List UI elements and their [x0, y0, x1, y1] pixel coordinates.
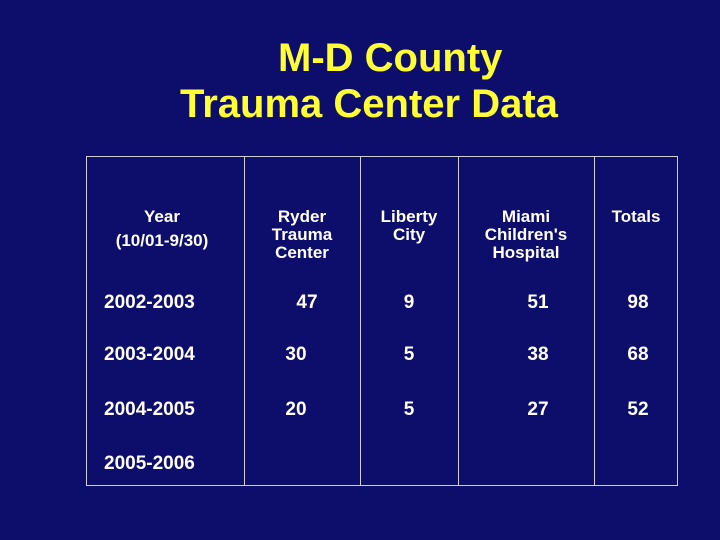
cell-ryder: 20: [285, 399, 307, 420]
header-miami-line: Miami: [501, 207, 551, 226]
header-liberty: [362, 208, 456, 244]
title-line-1: M-D County: [278, 36, 503, 80]
cell-miami: 27: [527, 399, 549, 420]
cell-totals: 98: [627, 292, 649, 313]
header-liberty-line: Liberty: [380, 207, 438, 226]
row-year: 2003-2004: [104, 344, 195, 365]
title-line-2: Trauma Center Data: [180, 82, 558, 126]
cell-totals: 52: [627, 399, 649, 420]
header-ryder: [246, 208, 358, 262]
header-year-line: (10/01-9/30): [115, 231, 209, 250]
cell-ryder: 47: [296, 292, 318, 313]
header-miami-line: Hospital: [492, 243, 560, 262]
cell-liberty: 5: [403, 399, 415, 420]
header-ryder-line: Center: [275, 243, 329, 262]
header-ryder-line: Ryder: [277, 207, 327, 226]
column-divider: [244, 156, 245, 486]
header-miami-line: Children's: [484, 225, 568, 244]
column-divider: [360, 156, 361, 486]
header-totals-line: Totals: [611, 207, 661, 226]
cell-ryder: 30: [285, 344, 307, 365]
row-year: 2005-2006: [104, 453, 195, 474]
cell-miami: 38: [527, 344, 549, 365]
header-year: [92, 208, 232, 250]
header-liberty-line: City: [392, 225, 426, 244]
column-divider: [594, 156, 595, 486]
column-divider: [458, 156, 459, 486]
cell-liberty: 9: [403, 292, 415, 313]
data-table: [86, 156, 678, 486]
row-year: 2002-2003: [104, 292, 195, 313]
row-year: 2004-2005: [104, 399, 195, 420]
header-miami: [460, 208, 592, 262]
cell-totals: 68: [627, 344, 649, 365]
cell-liberty: 5: [403, 344, 415, 365]
header-totals: [596, 208, 676, 226]
header-year-line: Year: [144, 207, 180, 226]
cell-miami: 51: [527, 292, 549, 313]
header-ryder-line: Trauma: [271, 225, 333, 244]
